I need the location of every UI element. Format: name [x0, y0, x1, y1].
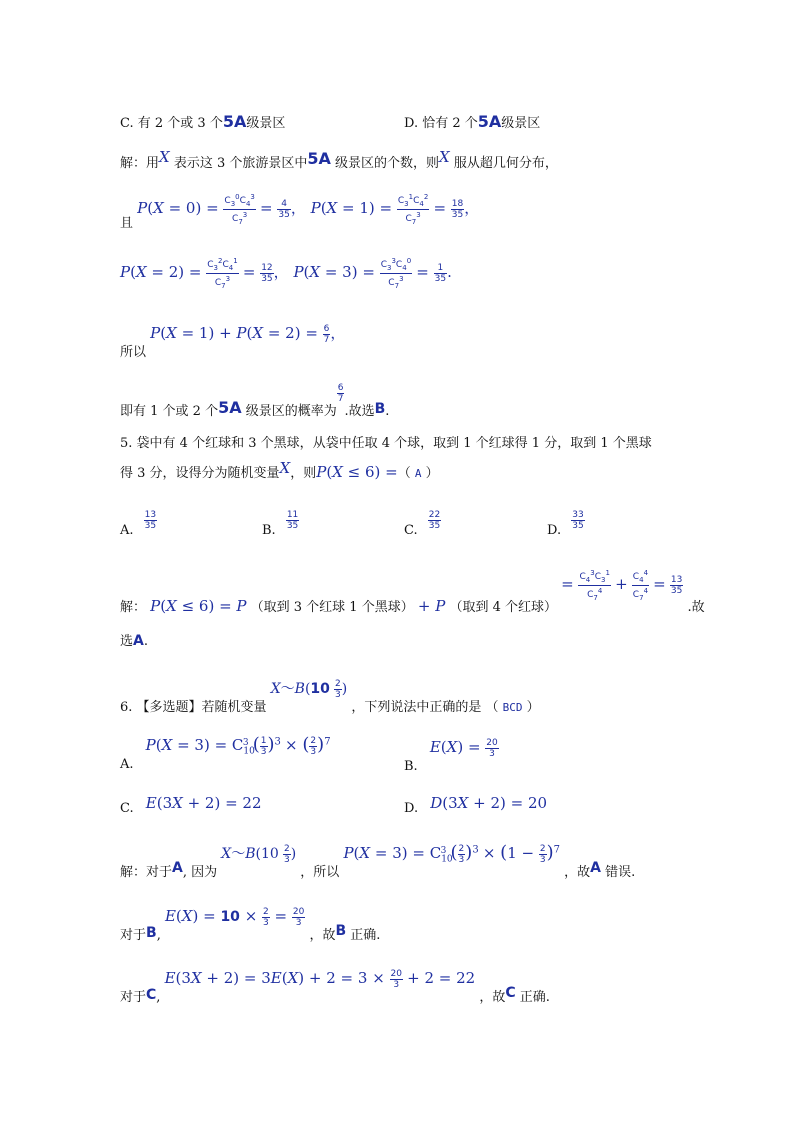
q6-option-a: A. $P(X = 3) = C_{10}^3$ ( $\frac{1}{3}$ )$^3$ × ( $\frac{2}{3}$ )$^7$ — [120, 734, 331, 772]
q5-option-a: A. $\frac{13}{35}$ — [120, 510, 157, 538]
q5-stem-line2: 得 3 分，设得分为随机变量X，则P(X ≤ 6) =（ A ） — [120, 459, 439, 481]
q6-option-c: C. E(3X + 2) = 22 — [120, 794, 262, 816]
q5-option-d: D. $\frac{33}{35}$ — [547, 510, 584, 538]
q4-option-c: C. 有 2 个或 3 个5A级景区 — [120, 112, 286, 131]
q5-option-b: B. $\frac{11}{35}$ — [262, 510, 299, 538]
q6-stem: 6. 【多选题】若随机变量 X～B(10 $\frac{2}{3}$ ) ，下列说法中正确的是 （ $_{BCD}$ ） — [120, 679, 540, 715]
q4-eq3: 所以 P(X = 1) + P(X = 2) = $\frac{6}{7}$ ， — [120, 324, 346, 360]
q5-option-c: C. $\frac{22}{35}$ — [404, 510, 441, 538]
q5-answer: A — [414, 467, 422, 480]
q5-solution-line2: 选A. — [120, 633, 148, 649]
q4-eq1: 且 P(X = 0) = $\frac{C_3^0C_4^3}{C_7^3}$ = $\frac{4}{35}$ ， P(X = 1) = $\frac{C_3^1C_4^2}{C_7^3}$ = $\frac{18}{35}$ ， — [120, 193, 480, 231]
q4-conclusion: 即有 1 个或 2 个5A 级景区的概率为 $\frac{6}{7}$ .故选B. — [120, 383, 390, 419]
q4-option-d: D. 恰有 2 个5A级景区 — [404, 112, 541, 131]
q4-solution-intro: 解：用X 表示这 3 个旅游景区中5A 级景区的个数，则X 服从超几何分布， — [120, 148, 558, 171]
q5-solution-line1: 解： P(X ≤ 6) = P （取到 3 个红球 1 个黑球） + P （取到 4 个红球） = $\frac{C_4^3C_3^1}{C_7^4}$ + $\frac{C_4^4}{C_7^4}$ = $\frac{13}{35}$ .故 — [120, 569, 705, 615]
q6-solution-b: 对于B, E(X) = 10 × $\frac{2}{3}$ = $\frac{20}{3}$ ，故B 正确. — [120, 907, 381, 943]
q4-eq2: P(X = 2) = $\frac{C_3^2C_4^1}{C_7^3}$ = $\frac{12}{35}$ ， P(X = 3) = $\frac{C_3^3C_4^0}{C_7^3}$ = $\frac{1}{35}$ . — [120, 257, 452, 290]
q6-answer: BCD — [502, 701, 523, 714]
q6-option-b: B. E(X) = $\frac{20}{3}$ — [404, 738, 498, 774]
q6-solution-c: 对于C, E(3X + 2) = 3E(X) + 2 = 3 × $\frac{20}{3}$ + 2 = 22 ，故C 正确. — [120, 969, 550, 1005]
q6-solution-a: 解：对于A, 因为 X～B(10 $\frac{2}{3}$ ) ，所以 $P(X = 3) = C_{10}^3$ ( $\frac{2}{3}$ )$^3$ × (1 − $\frac{2}{3}$ )$^7$ ，故A 错误. — [120, 842, 636, 880]
q5-stem-line1: 5. 袋中有 4 个红球和 3 个黑球，从袋中任取 4 个球，取到 1 个红球得 1 分，取到 1 个黑球 — [120, 436, 652, 451]
q6-option-d: D. D(3X + 2) = 20 — [404, 794, 548, 816]
